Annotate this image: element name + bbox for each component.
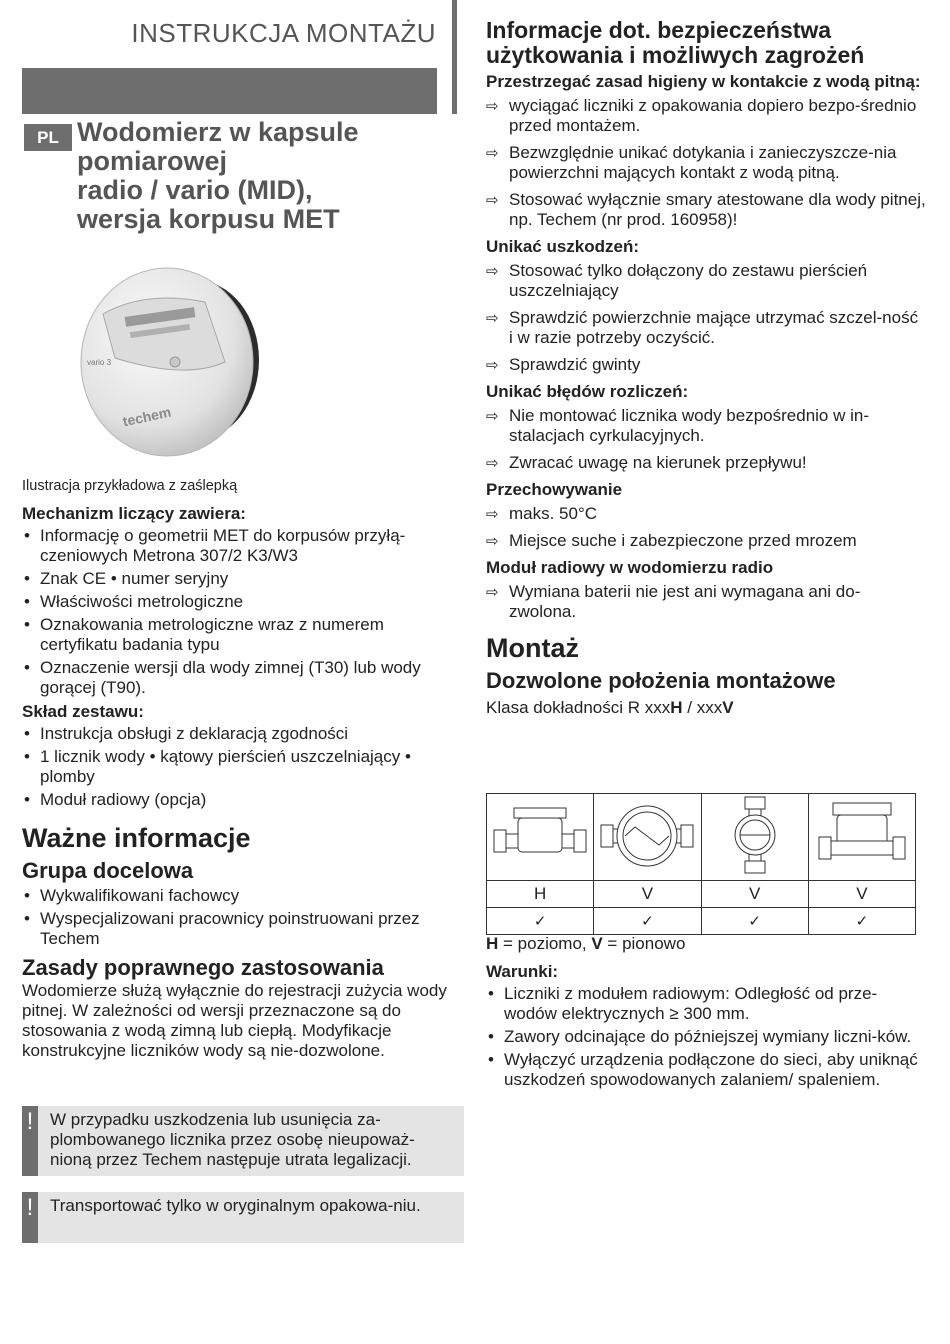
language-tag: PL: [24, 124, 72, 151]
list-item: ⇨ Sprawdzić powierzchnie mające utrzymać szczel-ność i w razie potrzeby oczyścić.: [486, 308, 926, 348]
product-title-line: wersja korpusu MET: [77, 204, 340, 234]
position-label: V: [594, 881, 701, 908]
target-group-heading: Grupa docelowa: [22, 858, 194, 883]
legend-h-text: = poziomo,: [498, 934, 592, 953]
usage-text: Wodomierze służą wyłącznie do rejestracji zużycia wody pitnej. W zależności od wersji przeznaczone są do stosowania z wodą zimną lub ciepłą. Modyfikacje konstrukcyjne liczników wody są nie-dozwolone.: [22, 981, 447, 1060]
damage-heading: Unikać uszkodzeń:: [486, 237, 640, 256]
allowed-checkmark: ✓: [594, 908, 701, 935]
hygiene-list: [486, 96, 926, 230]
position-vertical-cell: [594, 794, 701, 881]
list-item: ⇨ Sprawdzić gwinty: [486, 355, 926, 375]
list-item: • Informację o geometrii MET do korpusów przyłą-czeniowych Metrona 307/2 K3/W3: [22, 526, 462, 566]
list-item: ⇨ Bezwzględnie unikać dotykania i zanieczyszcze-nia powierzchni mających kontakt z wodą pitną.: [486, 143, 926, 183]
list-item: • Liczniki z modułem radiowym: Odległość od prze-wodów elektrycznych ≥ 300 mm.: [486, 984, 926, 1024]
orientation-legend: [486, 934, 926, 954]
billing-heading: Unikać błędów rozliczeń:: [486, 382, 689, 401]
product-title-line: pomiarowej: [77, 146, 228, 176]
warning-text: W przypadku uszkodzenia lub usunięcia za-plombowanego licznika przez osobę nieupoważ-nioną przez Techem następuje utrata legalizacji.: [50, 1110, 415, 1169]
list-item: • Oznaczenie wersji dla wody zimnej (T30) lub wody gorącej (T90).: [22, 658, 462, 698]
transport-notice: [22, 1192, 464, 1243]
list-item: • Zawory odcinające do późniejszej wymiany liczni-ków.: [486, 1027, 926, 1047]
storage-heading: Przechowywanie: [486, 480, 623, 499]
image-caption: Ilustracja przykładowa z zaślepką: [22, 478, 238, 494]
conditions-heading: Warunki:: [486, 962, 559, 981]
accuracy-class: [486, 698, 926, 718]
conditions-block: [486, 934, 926, 1094]
document-header-title: INSTRUKCJA MONTAŻU: [131, 18, 436, 48]
usage-heading: Zasady poprawnego zastosowania: [22, 955, 384, 980]
kit-heading: Skład zestawu:: [22, 702, 144, 721]
position-label: V: [701, 881, 808, 908]
storage-list: [486, 504, 926, 551]
list-item: • Właściwości metrologiczne: [22, 592, 462, 612]
warning-icon: !: [22, 1106, 38, 1176]
list-item: • 1 licznik wody • kątowy pierścień uszczelniający • plomby: [22, 747, 462, 787]
radio-module-list: [486, 582, 926, 622]
warning-notice: [22, 1106, 464, 1176]
list-item: ⇨ maks. 50°C: [486, 504, 926, 524]
positions-heading: Dozwolone położenia montażowe: [486, 668, 836, 693]
legend-v: V: [591, 934, 603, 953]
accuracy-class-sep: / xxx: [682, 698, 723, 717]
list-item: ⇨ Wymiana baterii nie jest ani wymagana ani do-zwolona.: [486, 582, 926, 622]
list-item: ⇨ wyciągać liczniki z opakowania dopiero bezpo-średnio przed montażem.: [486, 96, 926, 136]
warning-icon: !: [22, 1192, 38, 1243]
hygiene-heading: Przestrzegać zasad higieny w kontakcie z wodą pitną:: [486, 72, 921, 91]
right-column: [486, 18, 926, 718]
column-divider: [452, 0, 457, 114]
vertical-meter-icon: [599, 797, 695, 873]
product-title-line: Wodomierz w kapsule: [77, 117, 359, 147]
billing-list: [486, 406, 926, 473]
accuracy-class-v: V: [722, 698, 734, 717]
list-item: • Instrukcja obsługi z deklaracją zgodności: [22, 724, 462, 744]
mechanism-heading: Mechanizm liczący zawiera:: [22, 504, 246, 523]
upright-meter-icon: [817, 797, 907, 873]
list-item: ⇨ Stosować tylko dołączony do zestawu pierścień uszczelniający: [486, 261, 926, 301]
list-item: • Znak CE • numer seryjny: [22, 569, 462, 589]
product-title: [77, 118, 437, 234]
list-item: ⇨ Nie montować licznika wody bezpośrednio w in-stalacjach cyrkulacyjnych.: [486, 406, 926, 446]
list-item: • Wyłączyć urządzenia podłączone do sieci, aby uniknąć uszkodzeń spowodowanych zalaniem/ spaleniem.: [486, 1050, 926, 1090]
left-column: [22, 504, 462, 1061]
list-item: • Wykwalifikowani fachowcy: [22, 886, 462, 906]
list-item: ⇨ Zwracać uwagę na kierunek przepływu!: [486, 453, 926, 473]
list-item: ⇨ Miejsce suche i zabezpieczone przed mrozem: [486, 531, 926, 551]
product-title-line: radio / vario (MID),: [77, 175, 313, 205]
position-label: H: [487, 881, 594, 908]
position-vertical-cell: [701, 794, 808, 881]
legend-v-text: = pionowo: [602, 934, 686, 953]
position-horizontal-cell: [487, 794, 594, 881]
water-meter-illustration: [75, 262, 275, 462]
important-heading: Ważne informacje: [22, 823, 251, 853]
list-item: • Wyspecjalizowani pracownicy poinstruowani przez Techem: [22, 909, 462, 949]
vertical-flow-meter-icon: [725, 795, 785, 875]
accuracy-class-h: H: [670, 698, 683, 717]
mounting-positions-table: [486, 793, 916, 935]
model-label: vario 3: [87, 358, 112, 367]
target-group-list: [22, 886, 462, 949]
damage-list: [486, 261, 926, 375]
allowed-checkmark: ✓: [808, 908, 915, 935]
mechanism-list: [22, 526, 462, 698]
allowed-checkmark: ✓: [487, 908, 594, 935]
list-item: ⇨ Stosować wyłącznie smary atestowane dla wody pitnej, np. Techem (nr prod. 160958)!: [486, 190, 926, 230]
allowed-checkmark: ✓: [701, 908, 808, 935]
position-vertical-cell: [808, 794, 915, 881]
header-bar: [22, 68, 437, 114]
radio-module-heading: Moduł radiowy w wodomierzu radio: [486, 558, 774, 577]
horizontal-meter-icon: [492, 800, 588, 870]
legend-h: H: [486, 934, 499, 953]
accuracy-class-prefix: Klasa dokładności R xxx: [486, 698, 671, 717]
list-item: • Oznakowania metrologiczne wraz z numerem certyfikatu badania typu: [22, 615, 462, 655]
brand-logo: techem: [121, 403, 173, 430]
mounting-heading: Montaż: [486, 633, 579, 663]
list-item: • Moduł radiowy (opcja): [22, 790, 462, 810]
kit-list: [22, 724, 462, 810]
safety-title: Informacje dot. bezpieczeństwa użytkowania i możliwych zagrożeń: [486, 17, 865, 68]
transport-text: Transportować tylko w oryginalnym opakowa-niu.: [50, 1196, 421, 1215]
position-label: V: [808, 881, 915, 908]
conditions-list: [486, 984, 926, 1090]
